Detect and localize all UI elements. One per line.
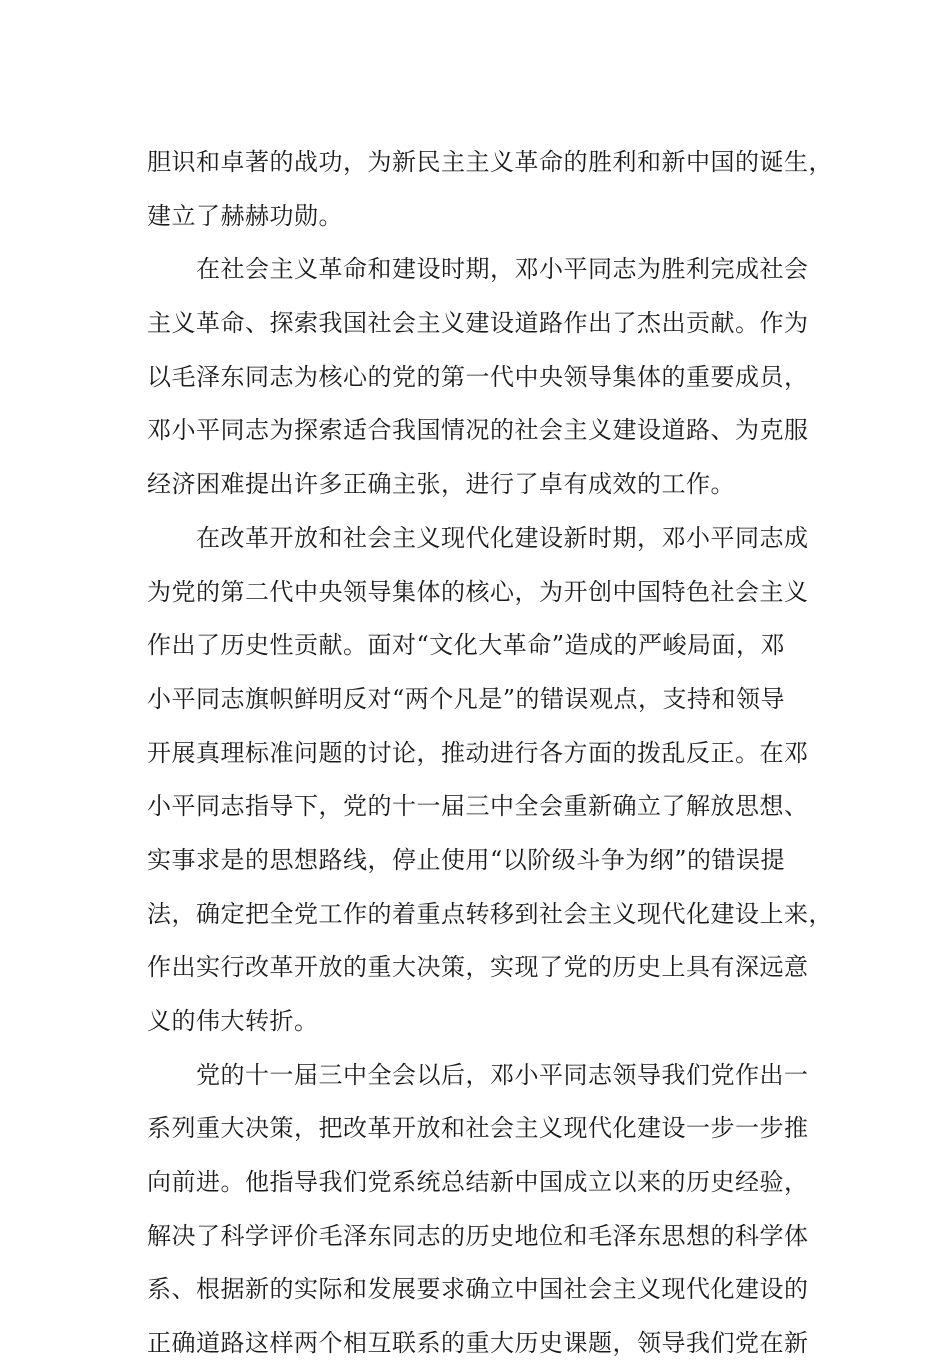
text-line: 党的十一届三中全会以后，邓小平同志领导我们党作出一 [147, 1060, 809, 1089]
text-line: 为党的第二代中央领导集体的核心，为开创中国特色社会主义 [147, 577, 809, 606]
text-line: 法，确定把全党工作的着重点转移到社会主义现代化建设上来， [147, 899, 833, 928]
text-line: 以毛泽东同志为核心的党的第一代中央领导集体的重要成员， [147, 362, 809, 391]
text-line: 作出了历史性贡献。面对“文化大革命”造成的严峻局面，邓 [147, 631, 786, 660]
body-text [147, 136, 837, 1371]
text-line: 小平同志指导下，党的十一届三中全会重新确立了解放思想、 [147, 792, 809, 821]
text-line: 系、根据新的实际和发展要求确立中国社会主义现代化建设的 [147, 1275, 809, 1304]
text-line: 作出实行改革开放的重大决策，实现了党的历史上具有深远意 [147, 953, 809, 982]
text-line: 开展真理标准问题的讨论，推动进行各方面的拨乱反正。在邓 [147, 738, 809, 767]
text-line: 主义革命、探索我国社会主义建设道路作出了杰出贡献。作为 [147, 309, 809, 338]
text-line: 经济困难提出许多正确主张，进行了卓有成效的工作。 [147, 470, 735, 499]
text-line: 建立了赫赫功勋。 [147, 201, 343, 230]
text-line: 实事求是的思想路线，停止使用“以阶级斗争为纲”的错误提 [147, 845, 786, 874]
text-line: 在改革开放和社会主义现代化建设新时期，邓小平同志成 [147, 523, 809, 552]
text-line: 解决了科学评价毛泽东同志的历史地位和毛泽东思想的科学体 [147, 1221, 809, 1250]
text-line: 小平同志旗帜鲜明反对“两个凡是”的错误观点，支持和领导 [147, 684, 786, 713]
text-line: 胆识和卓著的战功，为新民主主义革命的胜利和新中国的诞生， [147, 148, 833, 176]
text-line: 在社会主义革命和建设时期，邓小平同志为胜利完成社会 [147, 255, 809, 284]
text-line: 邓小平同志为探索适合我国情况的社会主义建设道路、为克服 [147, 416, 809, 445]
text-line: 义的伟大转折。 [147, 1007, 319, 1035]
text-line: 向前进。他指导我们党系统总结新中国成立以来的历史经验， [147, 1168, 809, 1197]
text-line: 正确道路这样两个相互联系的重大历史课题，领导我们党在新 [147, 1329, 809, 1358]
text-line: 系列重大决策，把改革开放和社会主义现代化建设一步一步推 [147, 1114, 809, 1143]
